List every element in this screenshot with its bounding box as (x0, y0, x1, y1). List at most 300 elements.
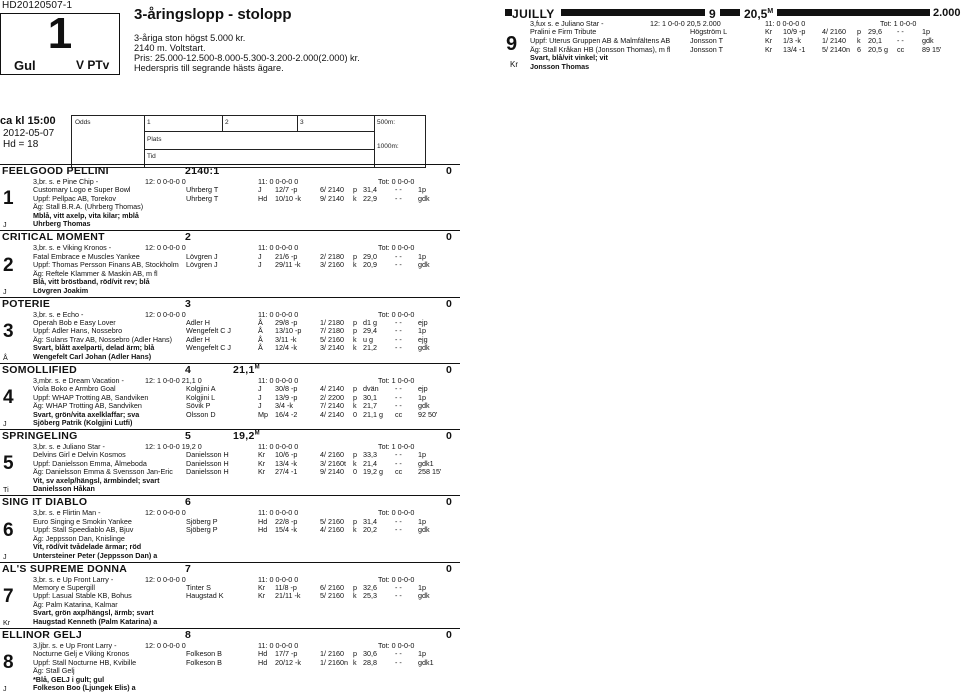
start-cell: 12/7 -p (275, 185, 298, 195)
start-cell: Wengefelt C J (186, 326, 232, 336)
start-cell: Å (258, 334, 263, 344)
trainer-name: Uhrberg Thomas (33, 219, 91, 229)
start-number: 1 (3, 188, 14, 210)
owner-line: Delvins Girl e Delvin Kosmos (33, 450, 126, 460)
start-number: 7 (3, 585, 14, 607)
start-cell: 1p (418, 582, 426, 592)
start-cell: Hd (258, 193, 268, 203)
horse9-start-cell: Kr (765, 45, 773, 54)
start-cell: 1p (418, 392, 426, 402)
driver-letter: Kr (3, 617, 11, 627)
start-cell: k (353, 401, 357, 411)
start-cell: 13/4 -k (275, 458, 297, 468)
horse-name: CRITICAL MOMENT (2, 231, 105, 244)
start-cell: - - (395, 657, 402, 667)
start-cell: p (353, 384, 357, 394)
trainer-name: Danielsson Håkan (33, 484, 95, 494)
start-cell: 22,9 (363, 193, 377, 203)
start-cell: 21,7 (363, 401, 377, 411)
horse-record (233, 430, 260, 442)
horse9-start-cell: 13/4 -1 (783, 45, 806, 54)
record-sup: M (254, 364, 260, 371)
horse9-start-cell: gdk (922, 36, 934, 45)
start-cell: p (353, 582, 357, 592)
pedigree: 3,br. s. e Up Front Larry - (33, 574, 114, 584)
owner-line: Viola Boko e Armbro Goal (33, 384, 116, 394)
start-cell: gdk (418, 591, 430, 601)
start-cell: 13/9 -p (275, 392, 298, 402)
start-cell: u g (363, 334, 373, 344)
stats-11: 11: 0 0-0-0 0 (258, 243, 299, 253)
start-cell: gdk (418, 401, 430, 411)
start-cell: Hd (258, 657, 268, 667)
horse9-start-cell: Uppf: Uterus Gruppen AB & Malmfältens AB (530, 36, 671, 45)
horse9-start-cell: 20,1 (868, 36, 882, 45)
start-cell: Folkeson B (186, 657, 222, 667)
start-cell: 21/6 -p (275, 251, 298, 261)
start-cell: 31,4 (363, 185, 377, 195)
start-cell: k (353, 591, 357, 601)
horse9-start-cell: Jonsson T (690, 36, 724, 45)
trainer-name: Folkeson Boo (Ljungek Elis) a (33, 683, 136, 692)
start-cell: 29,4 (363, 326, 377, 336)
stats-12: 12: 0 0-0-0 0 (145, 640, 186, 650)
owner-line: Uppf: Danielsson Emma, Älmeboda (33, 458, 147, 468)
pedigree: 3,br. s. e Juliano Star - (33, 442, 105, 451)
horse9-time: $20,5^M$ (740, 7, 777, 21)
horse9-pedigree: 3,fux s. e Juliano Star - (530, 19, 604, 28)
horse9-start-cell: - - (897, 27, 904, 36)
horse9-start-cell: 6 (857, 45, 861, 54)
start-cell: - - (395, 450, 402, 460)
start-number: 6 (3, 519, 14, 541)
start-cell: 1p (418, 326, 426, 336)
race-game: V PTv (76, 58, 110, 72)
start-cell: Olsson D (186, 409, 216, 419)
page-header-id: HD20120507-1 (2, 0, 73, 11)
stats-12: 12: 1 0-0-0 19,2 0 (145, 442, 202, 451)
start-cell: 4/ 2160 (320, 525, 344, 535)
stats-tot: Tot: 0 0-0-0 (378, 177, 415, 186)
stats-12: 12: 0 0-0-0 0 (145, 309, 186, 319)
start-cell: 30/8 -p (275, 384, 298, 394)
start-cell: p (353, 251, 357, 261)
start-cell: Haugstad K (186, 591, 224, 601)
start-cell: 22/8 -p (275, 516, 298, 526)
start-cell: 7/ 2180 (320, 326, 344, 336)
pedigree: 3,br. s. e Pine Chip - (33, 177, 99, 186)
horse-name: SPRINGELING (2, 430, 78, 442)
start-cell: Å (258, 343, 263, 353)
start-cell: 21,1 g (363, 409, 383, 419)
horse9-stats-12: 12: 1 0-0-0 20,5 2.000 (650, 19, 721, 28)
race-color: Gul (14, 58, 36, 73)
horse9-dist: 9 (705, 7, 720, 21)
stats-tot: Tot: 0 0-0-0 (378, 640, 415, 650)
start-cell: k (353, 193, 357, 203)
start-cell: 21/11 -k (275, 591, 301, 601)
start-cell: 29,0 (363, 251, 377, 261)
horse9-stats-11: 11: 0 0-0-0 0 (765, 19, 806, 28)
stats-tot: Tot: 1 0-0-0 (378, 375, 415, 385)
start-cell: - - (395, 334, 402, 344)
start-cell: - - (395, 384, 402, 394)
start-cell: 30,6 (363, 649, 377, 659)
start-cell: Sjöberg P (186, 516, 218, 526)
start-cell: ejp (418, 384, 428, 394)
horse9-start-cell: 1p (922, 27, 930, 36)
horse-prize: 0 (446, 231, 453, 244)
start-cell: - - (395, 591, 402, 601)
stats-12: 12: 0 0-0-0 0 (145, 243, 186, 253)
start-cell: 3/ 2160t (320, 458, 346, 468)
start-cell: p (353, 450, 357, 460)
start-cell: 6/ 2140 (320, 185, 344, 195)
start-cell: 7/ 2140 (320, 401, 344, 411)
start-cell: Sjöberg P (186, 525, 218, 535)
start-cell: 30,1 (363, 392, 377, 402)
start-cell: - - (395, 458, 402, 468)
start-cell: - - (395, 401, 402, 411)
driver-letter: J (3, 551, 7, 561)
horse9-start-cell: k (857, 36, 861, 45)
start-cell: 1p (418, 251, 426, 261)
start-cell: 20/12 -k (275, 657, 301, 667)
start-cell: Kr (258, 582, 266, 592)
horse-prize: 0 (446, 562, 453, 575)
pedigree: 3,br. s. e Viking Kronos - (33, 243, 112, 253)
start-cell: 21,2 (363, 343, 377, 353)
start-cell: - - (395, 326, 402, 336)
start-cell: ejg (418, 334, 428, 344)
race-line: 2140 m. Voltstart. (134, 43, 206, 53)
start-cell: 29/11 -k (275, 260, 301, 270)
colors-line: Svart, blått axelparti, delad ärm; blå (33, 343, 155, 353)
start-cell: 10/6 -p (275, 450, 298, 460)
grid-col-2: 2 (225, 119, 229, 126)
horse-prize: 0 (446, 628, 453, 641)
start-cell: 1/ 2180 (320, 317, 344, 327)
horse-distance: 2 (185, 231, 192, 244)
start-cell: 31,4 (363, 516, 377, 526)
start-cell: - - (395, 343, 402, 353)
owner-line: Nocturne Gelj e Viking Kronos (33, 649, 130, 659)
start-cell: p (353, 326, 357, 336)
start-cell: Kr (258, 467, 266, 477)
start-cell: 2/ 2180 (320, 251, 344, 261)
stats-11: 11: 0 0-0-0 0 (258, 177, 299, 186)
stats-tot: Tot: 0 0-0-0 (378, 574, 415, 584)
start-cell: 1/ 2160n (320, 657, 348, 667)
horse9-start-cell: p (857, 27, 861, 36)
owner-line: Uppf: Stall Nocturne HB, Kvibille (33, 657, 137, 667)
start-cell: Wengefelt C J (186, 343, 232, 353)
grid-col-1: 1 (147, 119, 151, 126)
horse9-prize: 2.000 (930, 7, 961, 19)
owner-line: Äg: Reftele Klammer & Maskin AB, m fl (33, 268, 158, 278)
owner-line: Äg: Stall B.R.A. (Uhrberg Thomas) (33, 202, 144, 212)
start-cell: J (258, 401, 262, 411)
horse9-trainer: Jonsson Thomas (530, 62, 590, 71)
start-cell: - - (395, 516, 402, 526)
grid-col-3: 3 (300, 119, 304, 126)
stats-12: 12: 0 0-0-0 0 (145, 508, 186, 518)
horse9-colors: Svart, blå/vit vinkel; vit (530, 53, 608, 62)
stats-11: 11: 0 0-0-0 0 (258, 375, 299, 385)
grid-500m: 500m: (377, 119, 396, 126)
trainer-name: Sjöberg Patrik (Kolgjini Lutfi) (33, 418, 133, 427)
start-cell: 92 50' (418, 409, 438, 419)
pedigree: 3,mbr. s. e Dream Vacation - (33, 375, 124, 385)
start-cell: 2/ 2200 (320, 392, 344, 402)
start-cell: dvän (363, 384, 379, 394)
race-number: 1 (47, 9, 73, 58)
start-cell: Å (258, 326, 263, 336)
start-cell: 1/ 2160 (320, 649, 344, 659)
race-date: 2012-05-07 (3, 128, 55, 139)
start-cell: Uhrberg T (186, 193, 219, 203)
start-cell: 1p (418, 185, 426, 195)
stats-12: 12: 0 0-0-0 0 (145, 177, 186, 186)
colors-line: Svart, grön/vita axelklaffar; sva (33, 409, 140, 419)
start-cell: gdk (418, 193, 430, 203)
start-cell: Uhrberg T (186, 185, 219, 195)
driver-letter: J (3, 286, 7, 296)
start-cell: 1p (418, 649, 426, 659)
horse9-start-cell: 4/ 2160 (822, 27, 846, 36)
start-number: 3 (3, 320, 14, 342)
start-cell: 3/ 2140 (320, 343, 344, 353)
start-cell: 0 (353, 467, 357, 477)
start-cell: Adler H (186, 317, 210, 327)
horse9-start-cell: 10/9 -p (783, 27, 806, 36)
horse9-start-cell: 1/3 -k (783, 36, 801, 45)
start-cell: 11/8 -p (275, 582, 297, 592)
start-cell: k (353, 657, 357, 667)
horse9-start-cell: 29,6 (868, 27, 882, 36)
record-time: 19,2 (233, 430, 255, 442)
start-cell: Danielsson H (186, 467, 229, 477)
start-cell: 4/ 2140 (320, 409, 344, 419)
race-line: Hederspris till segrande hästs ägare. (134, 63, 284, 73)
start-cell: p (353, 317, 357, 327)
horse-name: AL'S SUPREME DONNA (2, 562, 128, 575)
owner-line: Uppf: Lasual Stable KB, Bohus (33, 591, 132, 601)
start-cell: J (258, 185, 262, 195)
start-cell: gdk (418, 260, 430, 270)
driver-letter: Å (3, 352, 8, 362)
start-cell: Danielsson H (186, 458, 229, 468)
start-cell: Folkeson B (186, 649, 222, 659)
grid-tid: Tid (147, 153, 156, 160)
horse9-start-cell: 1/ 2140 (822, 36, 846, 45)
start-cell: 0 (353, 409, 357, 419)
start-cell: Tinter S (186, 582, 211, 592)
owner-line: Äg: WHAP Trotting AB, Sandviken (33, 401, 142, 411)
horse9-start-cell: ᴄᴄ (897, 45, 905, 54)
horse-name: SING IT DIABLO (2, 496, 88, 509)
start-cell: J (258, 260, 262, 270)
horse-prize: 0 (446, 363, 453, 376)
pedigree: 3,br. s. e Echo - (33, 309, 84, 319)
start-cell: - - (395, 317, 402, 327)
horse-name: SOMOLLIFIED (2, 363, 78, 376)
horse-distance: 8 (185, 628, 192, 641)
start-cell: Kolgjini L (186, 392, 216, 402)
horse9-start-num: 9 (506, 33, 518, 55)
stats-11: 11: 0 0-0-0 0 (258, 508, 299, 518)
owner-line: Euro Singing e Smokin Yankee (33, 516, 132, 526)
stats-tot: Tot: 0 0-0-0 (378, 243, 415, 253)
start-cell: k (353, 260, 357, 270)
trainer-name: Haugstad Kenneth (Palm Katarina) a (33, 616, 158, 626)
start-cell: - - (395, 185, 402, 195)
start-cell: gdk1 (418, 458, 434, 468)
horse9-start-cell: Högström L (690, 27, 728, 36)
start-cell: ᴄᴄ (395, 409, 403, 419)
start-cell: 19,2 g (363, 467, 383, 477)
horse-distance: 5 (185, 430, 192, 442)
owner-line: Uppf: Thomas Persson Finans AB, Stockholm (33, 260, 179, 270)
start-cell: Lövgren J (186, 260, 218, 270)
start-cell: p (353, 516, 357, 526)
pedigree: 3,br. s. e Flirtin Man - (33, 508, 101, 518)
horse-name: ELLINOR GELJ (2, 628, 83, 641)
start-cell: 33,3 (363, 450, 377, 460)
start-cell: 5/ 2160 (320, 591, 344, 601)
pedigree: 3,ljbr. s. e Up Front Larry - (33, 640, 117, 650)
horse-distance: 4 (185, 363, 192, 376)
horse-distance: 6 (185, 496, 192, 509)
colors-line: Blå, vitt bröstband, röd/vit rev; blå (33, 277, 150, 287)
horse-prize: 0 (446, 165, 453, 177)
owner-line: Äg: Palm Katarina, Kalmar (33, 599, 118, 609)
owner-line: Customary Logo e Super Bowl (33, 185, 131, 195)
start-cell: - - (395, 525, 402, 535)
start-cell: - - (395, 649, 402, 659)
trainer-name: Lövgren Joakim (33, 285, 89, 295)
start-cell: 258 15' (418, 467, 442, 477)
start-cell: 27/4 -1 (275, 467, 298, 477)
grid-plats: Plats (147, 136, 162, 143)
horse-name: POTERIE (2, 297, 51, 310)
start-cell: Danielsson H (186, 450, 229, 460)
owner-line: Operah Bob e Easy Lover (33, 317, 116, 327)
start-cell: 20,9 (363, 260, 377, 270)
start-cell: Hd (258, 525, 268, 535)
horse9-start-cell: 5/ 2140n (822, 45, 850, 54)
start-cell: 6/ 2160 (320, 582, 344, 592)
stats-tot: Tot: 1 0-0-0 (378, 442, 415, 451)
start-cell: J (258, 384, 262, 394)
start-cell: 15/4 -k (275, 525, 297, 535)
start-cell: Adler H (186, 334, 210, 344)
horse-prize: 0 (446, 496, 453, 509)
stats-12: 12: 1 0-0-0 21,1 0 (145, 375, 202, 385)
odds-grid (71, 115, 426, 168)
owner-line: Äg: Stall Gelj (33, 666, 75, 676)
colors-line: Svart, grön axp/hängsl, ärmb; svart (33, 608, 154, 618)
horse-prize: 0 (446, 297, 453, 310)
horse9-start-cell: Äg: Stall Kråkan HB (Jonsson Thomas), m fl (530, 45, 671, 54)
start-cell: - - (395, 260, 402, 270)
start-cell: 3/4 -k (275, 401, 293, 411)
horse-prize: 0 (446, 430, 453, 442)
owner-line: Fatal Embrace e Muscles Yankee (33, 251, 140, 261)
start-cell: 32,6 (363, 582, 377, 592)
owner-line: Memory e Supergill (33, 582, 95, 592)
start-cell: 16/4 -2 (275, 409, 298, 419)
start-cell: Kr (258, 591, 266, 601)
start-cell: Lövgren J (186, 251, 218, 261)
owner-line: Äg: Jeppsson Dan, Knislinge (33, 533, 125, 543)
start-number: 8 (3, 652, 14, 674)
start-cell: - - (395, 582, 402, 592)
start-cell: 20,2 (363, 525, 377, 535)
start-cell: 3/11 -k (275, 334, 297, 344)
driver-letter: J (3, 684, 7, 693)
owner-line: Äg: Sulans Trav AB, Nossebro (Adler Hans) (33, 334, 173, 344)
header-rule (505, 9, 960, 16)
stats-tot: Tot: 0 0-0-0 (378, 309, 415, 319)
start-cell: 13/10 -p (275, 326, 302, 336)
start-cell: J (258, 251, 262, 261)
horse9-start-cell: Kr (765, 27, 773, 36)
trainer-name: Wengefelt Carl Johan (Adler Hans) (33, 351, 152, 361)
start-cell: Sövik P (186, 401, 211, 411)
stats-11: 11: 0 0-0-0 0 (258, 574, 299, 584)
start-cell: gdk (418, 525, 430, 535)
stats-12: 12: 0 0-0-0 0 (145, 574, 186, 584)
start-cell: Kr (258, 450, 266, 460)
horse-name: FEELGOOD PELLINI (2, 165, 109, 177)
horse9-name: JUILLY (512, 7, 561, 21)
start-cell: Mp (258, 409, 268, 419)
start-cell: 28,8 (363, 657, 377, 667)
start-cell: k (353, 334, 357, 344)
start-cell: 4/ 2160 (320, 450, 344, 460)
trainer-name: Untersteiner Peter (Jeppsson Dan) a (33, 550, 158, 560)
start-cell: Kolgjini A (186, 384, 216, 394)
start-cell: k (353, 525, 357, 535)
start-number: 4 (3, 387, 14, 409)
start-cell: ᴄᴄ (395, 467, 403, 477)
start-cell: 10/10 -k (275, 193, 301, 203)
start-cell: 4/ 2140 (320, 384, 344, 394)
horse9-trainer-letter: Kr (510, 60, 518, 69)
start-cell: k (353, 458, 357, 468)
owner-line: Uppf: WHAP Trotting AB, Sandviken (33, 392, 149, 402)
start-cell: - - (395, 193, 402, 203)
start-cell: 25,3 (363, 591, 377, 601)
start-cell: - - (395, 251, 402, 261)
stats-11: 11: 0 0-0-0 0 (258, 442, 299, 451)
owner-line: Äg: Danielsson Emma & Svensson Jan-Eric (33, 467, 173, 477)
horse-record (233, 364, 260, 376)
start-cell: p (353, 185, 357, 195)
race-line: Pris: 25.000-12.500-8.000-5.300-3.200-2.000(2.000) kr. (134, 53, 360, 63)
start-cell: 21,4 (363, 458, 377, 468)
horse-distance: 2140:1 (185, 165, 220, 177)
colors-line: Vit, röd/vit tvådelade ärmar; röd (33, 542, 142, 552)
start-cell: p (353, 392, 357, 402)
horse9-start-cell: Pralini e Firm Tribute (530, 27, 597, 36)
horse-distance: 7 (185, 562, 192, 575)
stats-11: 11: 0 0-0-0 0 (258, 640, 299, 650)
start-cell: Hd (258, 649, 268, 659)
horse9-start-cell: 20,5 g (868, 45, 888, 54)
driver-letter: J (3, 419, 7, 428)
